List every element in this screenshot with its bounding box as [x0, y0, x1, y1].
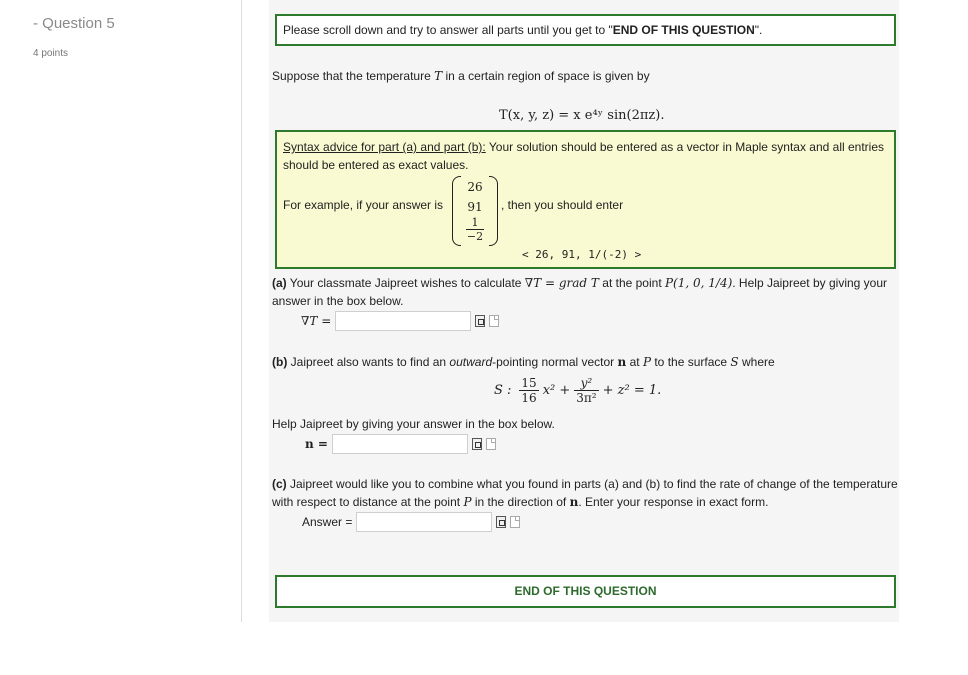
vector-entry-3-num: 1 — [471, 216, 479, 229]
help-icon[interactable] — [510, 516, 520, 528]
notice-bold: END OF THIS QUESTION — [612, 23, 755, 37]
preview-icon[interactable] — [472, 438, 482, 450]
preview-icon[interactable] — [475, 315, 485, 327]
vector-entry-2: 91 — [467, 200, 483, 214]
part-b-answer-row — [305, 434, 496, 454]
part-b-text: (b) Jaipreet also wants to find an outward-pointing normal vector n at P to the surface S where — [272, 355, 775, 369]
part-b-help: Help Jaipreet by giving your answer in the box below. — [272, 417, 555, 431]
help-icon[interactable] — [489, 315, 499, 327]
part-b-input-label: n = — [305, 437, 328, 451]
scroll-notice — [275, 14, 896, 46]
example-prefix: For example, if your answer is — [283, 198, 444, 212]
part-b-answer-input[interactable] — [332, 434, 468, 454]
notice-suffix: ". — [754, 23, 763, 37]
part-c-text: (c) Jaipreet would like you to combine what you found in parts (a) and (b) to find the rate of change of the temperature with respect to distance at the point P in the direction of n. Enter your response in exact form. — [272, 477, 898, 509]
syntax-advice-box — [275, 130, 896, 269]
example-code: < 26, 91, 1/(-2) > — [522, 248, 642, 261]
example-vector — [452, 176, 498, 244]
vector-entry-3-den: −2 — [466, 230, 484, 243]
part-c-answer-row — [302, 512, 520, 532]
question-points: 4 points — [33, 48, 69, 59]
advice-heading: Syntax advice for part (a) and part (b): — [283, 140, 486, 154]
temperature-equation: T(x, y, z) = x e⁴ʸ sin(2πz). — [499, 108, 665, 123]
question-title[interactable]: - Question 5 — [33, 15, 115, 32]
part-a-input-label: ∇T = — [301, 314, 332, 328]
help-icon[interactable] — [486, 438, 496, 450]
part-c-input-label: Answer = — [302, 515, 353, 529]
part-a-answer-input[interactable] — [335, 311, 471, 331]
advice-text: Your solution should be entered as a vector in Maple syntax and all entries should be entered as exact values. — [283, 140, 885, 172]
intro-text: Suppose that the temperature T in a certain region of space is given by — [272, 69, 650, 83]
notice-text: Please scroll down and try to answer all parts until you get to " — [283, 23, 613, 37]
end-of-question-banner: END OF THIS QUESTION — [275, 575, 896, 608]
question-sidebar — [0, 0, 242, 622]
question-content — [269, 0, 899, 622]
part-c-answer-input[interactable] — [356, 512, 492, 532]
example-suffix: , then you should enter — [501, 198, 624, 212]
vector-entry-1: 26 — [467, 180, 483, 194]
part-a-text: (a) Your classmate Jaipreet wishes to calculate ∇T = grad T at the point P(1, 0, 1/4). Help Jaipreet by giving your answer in the box below. — [272, 276, 888, 308]
part-a-answer-row — [301, 311, 499, 331]
preview-icon[interactable] — [496, 516, 506, 528]
surface-equation: S : $\frac{15}{16}$ x² + $\frac{\text{y²}}{\text{3π²}}$ + z² = 1. — [494, 376, 662, 405]
